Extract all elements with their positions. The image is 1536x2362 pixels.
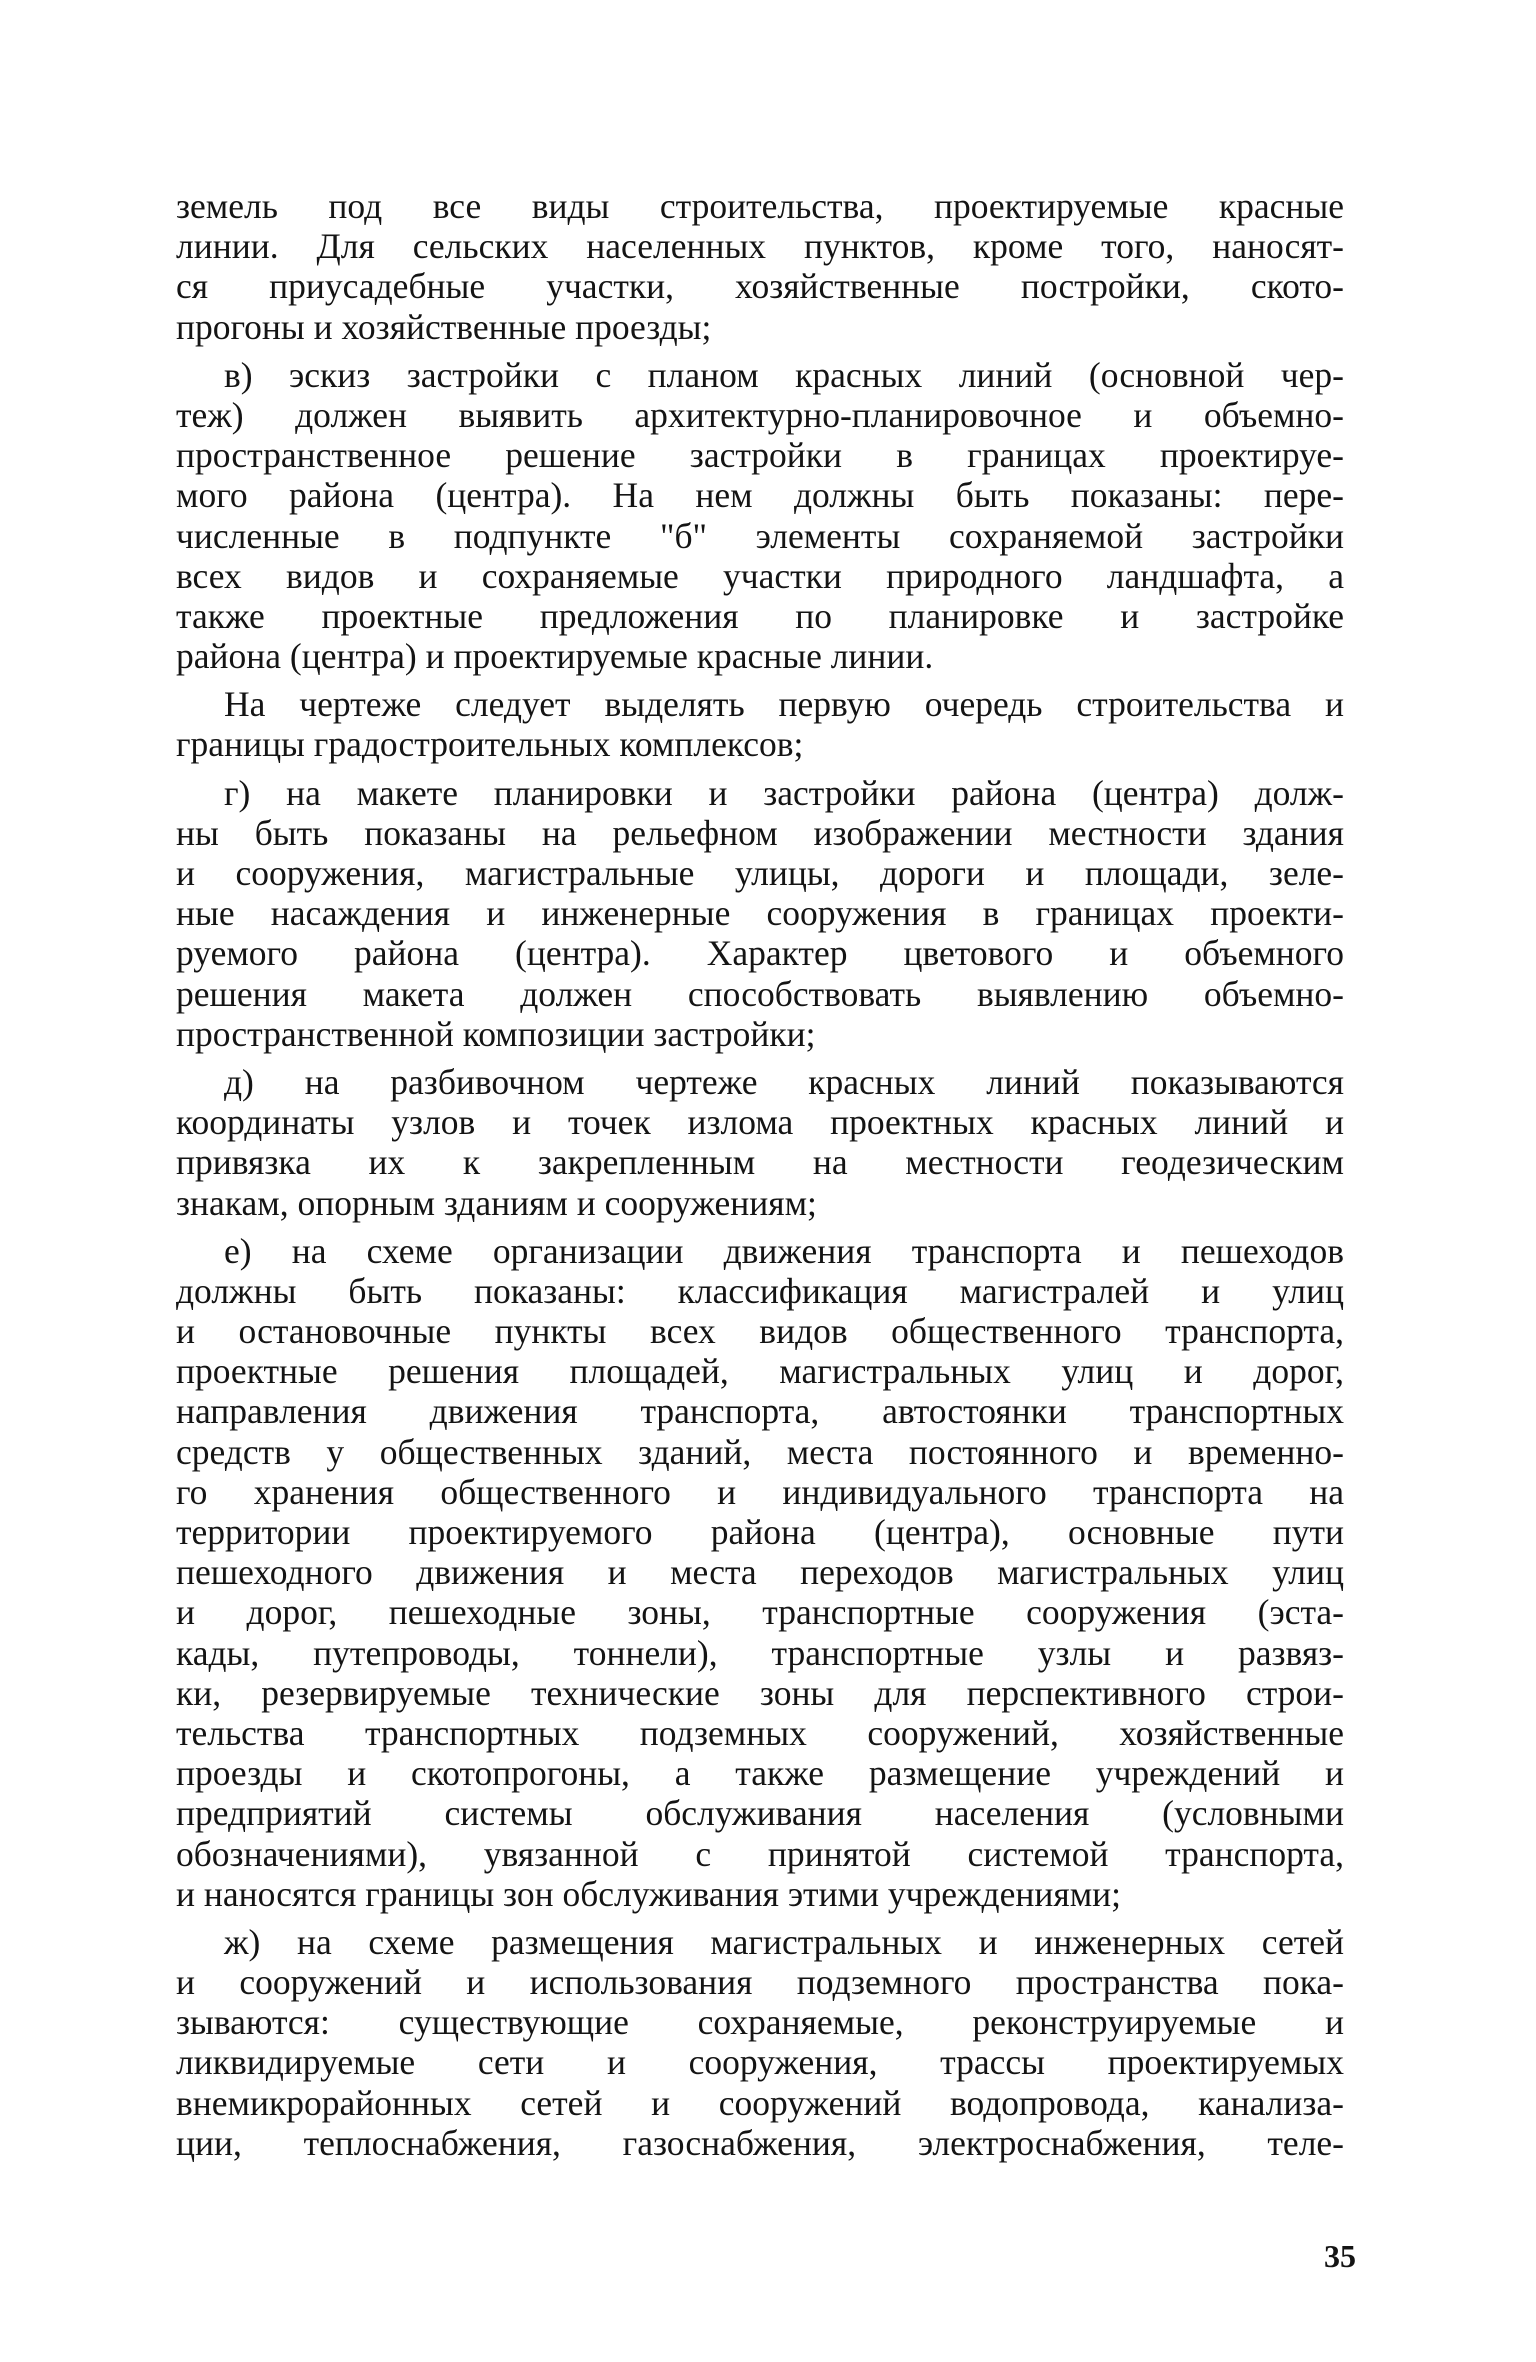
text-line: кады, путепроводы, тоннели), транспортные узлы и развяз- <box>176 1632 1344 1673</box>
text-line: теж) должен выявить архитектурно-планировочное и объемно- <box>176 394 1344 435</box>
text-line: внемикрорайонных сетей и сооружений водопровода, канализа- <box>176 2082 1344 2123</box>
body-text <box>176 186 1344 2163</box>
text-line: пешеходного движения и места переходов магистральных улиц <box>176 1552 1344 1593</box>
text-line: и наносятся границы зон обслуживания этими учреждениями; <box>176 1873 1122 1914</box>
paragraph-gap <box>176 1223 1344 1231</box>
text-line: пространственное решение застройки в границах проектируе- <box>176 435 1344 476</box>
text-line: ликвидируемые сети и сооружения, трассы проектируемых <box>176 2042 1344 2083</box>
text-line: руемого района (центра). Характер цветового и объемного <box>176 933 1344 974</box>
text-line: привязка их к закрепленным на местности геодезическим <box>176 1142 1344 1183</box>
text-line: решения макета должен способствовать выявлению объемно- <box>176 973 1344 1014</box>
text-line: земель под все виды строительства, проектируемые красные <box>176 186 1344 226</box>
page-number: 35 <box>1324 2238 1356 2274</box>
paragraph-gap <box>176 676 1344 684</box>
text-line: г) на макете планировки и застройки района (центра) долж- <box>224 772 1344 813</box>
text-line: направления движения транспорта, автостоянки транспортных <box>176 1391 1344 1432</box>
text-line: тельства транспортных подземных сооружений, хозяйственные <box>176 1712 1344 1753</box>
text-line: должны быть показаны: классификация магистралей и улиц <box>176 1270 1344 1311</box>
text-line: координаты узлов и точек излома проектных красных линий и <box>176 1102 1344 1143</box>
text-line: знакам, опорным зданиям и сооружениям; <box>176 1182 817 1223</box>
paragraph <box>176 684 1344 764</box>
paragraph <box>176 773 1344 1054</box>
text-line: прогоны и хозяйственные проезды; <box>176 306 712 347</box>
paragraph <box>176 1922 1344 2163</box>
text-line: территории проектируемого района (центра), основные пути <box>176 1512 1344 1552</box>
text-line: проезды и скотопрогоны, а также размещение учреждений и <box>176 1753 1344 1794</box>
text-line: и дорог, пешеходные зоны, транспортные сооружения (эста- <box>176 1592 1344 1633</box>
paragraph <box>176 186 1344 347</box>
text-line: пространственной композиции застройки; <box>176 1013 816 1054</box>
paragraph-gap <box>176 765 1344 773</box>
text-line: также проектные предложения по планировке и застройке <box>176 595 1344 636</box>
text-line: всех видов и сохраняемые участки природного ландшафта, а <box>176 555 1344 596</box>
text-line: и сооружений и использования подземного пространства пока- <box>176 1962 1344 2003</box>
text-line: ся приусадебные участки, хозяйственные постройки, ското- <box>176 266 1344 307</box>
text-line: ны быть показаны на рельефном изображении местности здания <box>176 812 1344 853</box>
text-line: района (центра) и проектируемые красные линии. <box>176 636 934 677</box>
text-line: ж) на схеме размещения магистральных и инженерных сетей <box>224 1921 1344 1962</box>
text-line: обозначениями), увязанной с принятой системой транспорта, <box>176 1833 1344 1874</box>
text-line: средств у общественных зданий, места постоянного и временно- <box>176 1431 1344 1472</box>
text-line: проектные решения площадей, магистральных улиц и дорог, <box>176 1351 1344 1392</box>
text-line: в) эскиз застройки с планом красных линий (основной чер- <box>224 354 1344 395</box>
text-line: го хранения общественного и индивидуального транспорта на <box>176 1471 1344 1512</box>
text-line: и остановочные пункты всех видов общественного транспорта, <box>176 1311 1344 1352</box>
text-line: мого района (центра). На нем должны быть показаны: пере- <box>176 475 1344 516</box>
paragraph <box>176 355 1344 677</box>
paragraph <box>176 1062 1344 1223</box>
paragraph <box>176 1231 1344 1914</box>
text-line: линии. Для сельских населенных пунктов, кроме того, наносят- <box>176 226 1344 267</box>
paragraph-gap <box>176 347 1344 355</box>
text-line: зываются: существующие сохраняемые, реконструируемые и <box>176 2002 1344 2043</box>
text-line: и сооружения, магистральные улицы, дороги и площади, зеле- <box>176 853 1344 893</box>
text-line: ки, резервируемые технические зоны для перспективного строи- <box>176 1672 1344 1713</box>
text-line: ции, теплоснабжения, газоснабжения, электроснабжения, теле- <box>176 2122 1344 2163</box>
text-line: численные в подпункте "б" элементы сохраняемой застройки <box>176 515 1344 556</box>
paragraph-gap <box>176 1914 1344 1922</box>
text-line: д) на разбивочном чертеже красных линий показываются <box>224 1061 1344 1102</box>
text-line: предприятий системы обслуживания населения (условными <box>176 1793 1344 1834</box>
text-line: границы градостроительных комплексов; <box>176 724 804 765</box>
text-line: На чертеже следует выделять первую очередь строительства и <box>224 684 1344 725</box>
text-line: ные насаждения и инженерные сооружения в границах проекти- <box>176 893 1344 934</box>
text-line: е) на схеме организации движения транспорта и пешеходов <box>224 1230 1344 1271</box>
paragraph-gap <box>176 1054 1344 1062</box>
